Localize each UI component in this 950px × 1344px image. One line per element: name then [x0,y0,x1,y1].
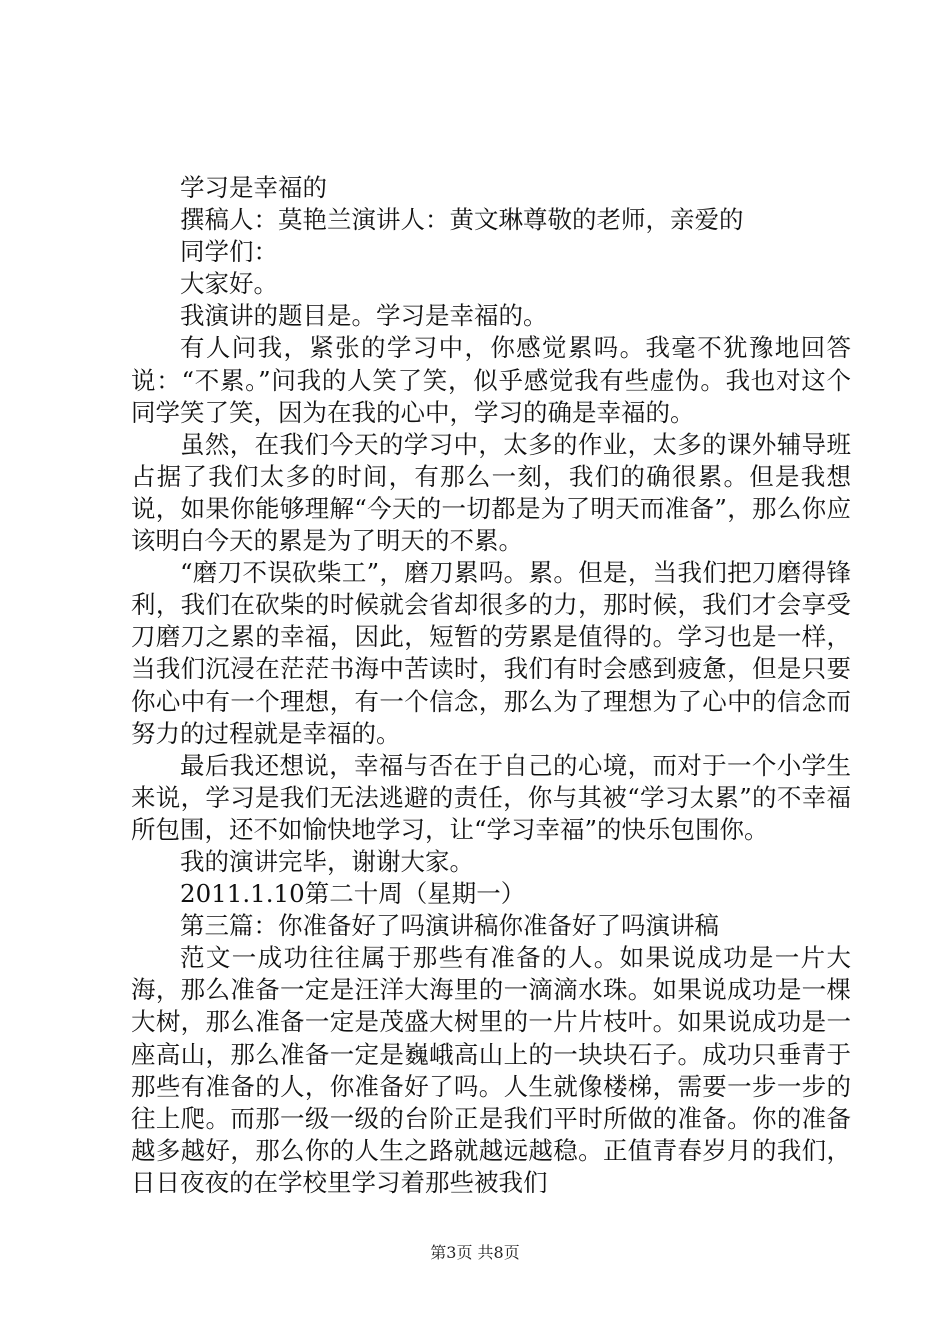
document-body [131,172,851,1199]
date-line: 2011.1.10第二十周（星期一） [180,879,526,909]
speech-title: 学习是幸福的 [180,173,327,202]
closing-line: 我的演讲完毕，谢谢大家。 [180,846,474,876]
author-line: 撰稿人：莫艳兰演讲人：黄文琳尊敬的老师，亲爱的 [180,205,744,235]
body-paragraph: 有人问我，紧张的学习中，你感觉累吗。我毫不犹豫地回答说：“不累。”问我的人笑了笑，似乎感觉我有些虚伪。我也对这个同学笑了笑，因为在我的心中，学习的确是幸福的。 [131,333,851,427]
body-paragraph: 虽然，在我们今天的学习中，太多的作业，太多的课外辅导班占据了我们太多的时间，有那么一刻，我们的确很累。但是我想说，如果你能够理解“今天的一切都是为了明天而准备”，那么你应该明白今天的累是为了明天的不累。 [131,429,851,556]
salutation-line: 同学们： [180,237,278,267]
body-paragraph: 最后我还想说，幸福与否在于自己的心境，而对于一个小学生来说，学习是我们无法逃避的责任，你与其被“学习太累”的不幸福所包围，还不如愉快地学习，让“学习幸福”的快乐包围你。 [131,750,851,844]
topic-line: 我演讲的题目是。学习是幸福的。 [180,301,548,331]
body-paragraph: “磨刀不误砍柴工”，磨刀累吗。累。但是，当我们把刀磨得锋利，我们在砍柴的时候就会省却很多的力，那时候，我们才会享受刀磨刀之累的幸福，因此，短暂的劳累是值得的。学习也是一样，当我们沉浸在茫茫书海中苦读时，我们有时会感到疲惫，但是只要你心中有一个理想，有一个信念，那么为了理想为了心中的信念而努力的过程就是幸福的。 [131,558,851,748]
section-heading: 第三篇：你准备好了吗演讲稿你准备好了吗演讲稿 [180,911,719,941]
body-paragraph: 范文一成功往往属于那些有准备的人。如果说成功是一片大海，那么准备一定是汪洋大海里的一滴滴水珠。如果说成功是一棵大树，那么准备一定是茂盛大树里的一片片枝叶。如果说成功是一座高山，那么准备一定是巍峨高山上的一块块石子。成功只垂青于那些有准备的人，你准备好了吗。人生就像楼梯，需要一步一步的往上爬。而那一级一级的台阶正是我们平时所做的准备。你的准备越多越好，那么你的人生之路就越远越稳。正值青春岁月的我们，日日夜夜的在学校里学习着那些被我们 [131,943,851,1197]
greeting-line: 大家好。 [180,269,278,299]
page-number-footer: 第3页 共8页 [430,1243,520,1262]
